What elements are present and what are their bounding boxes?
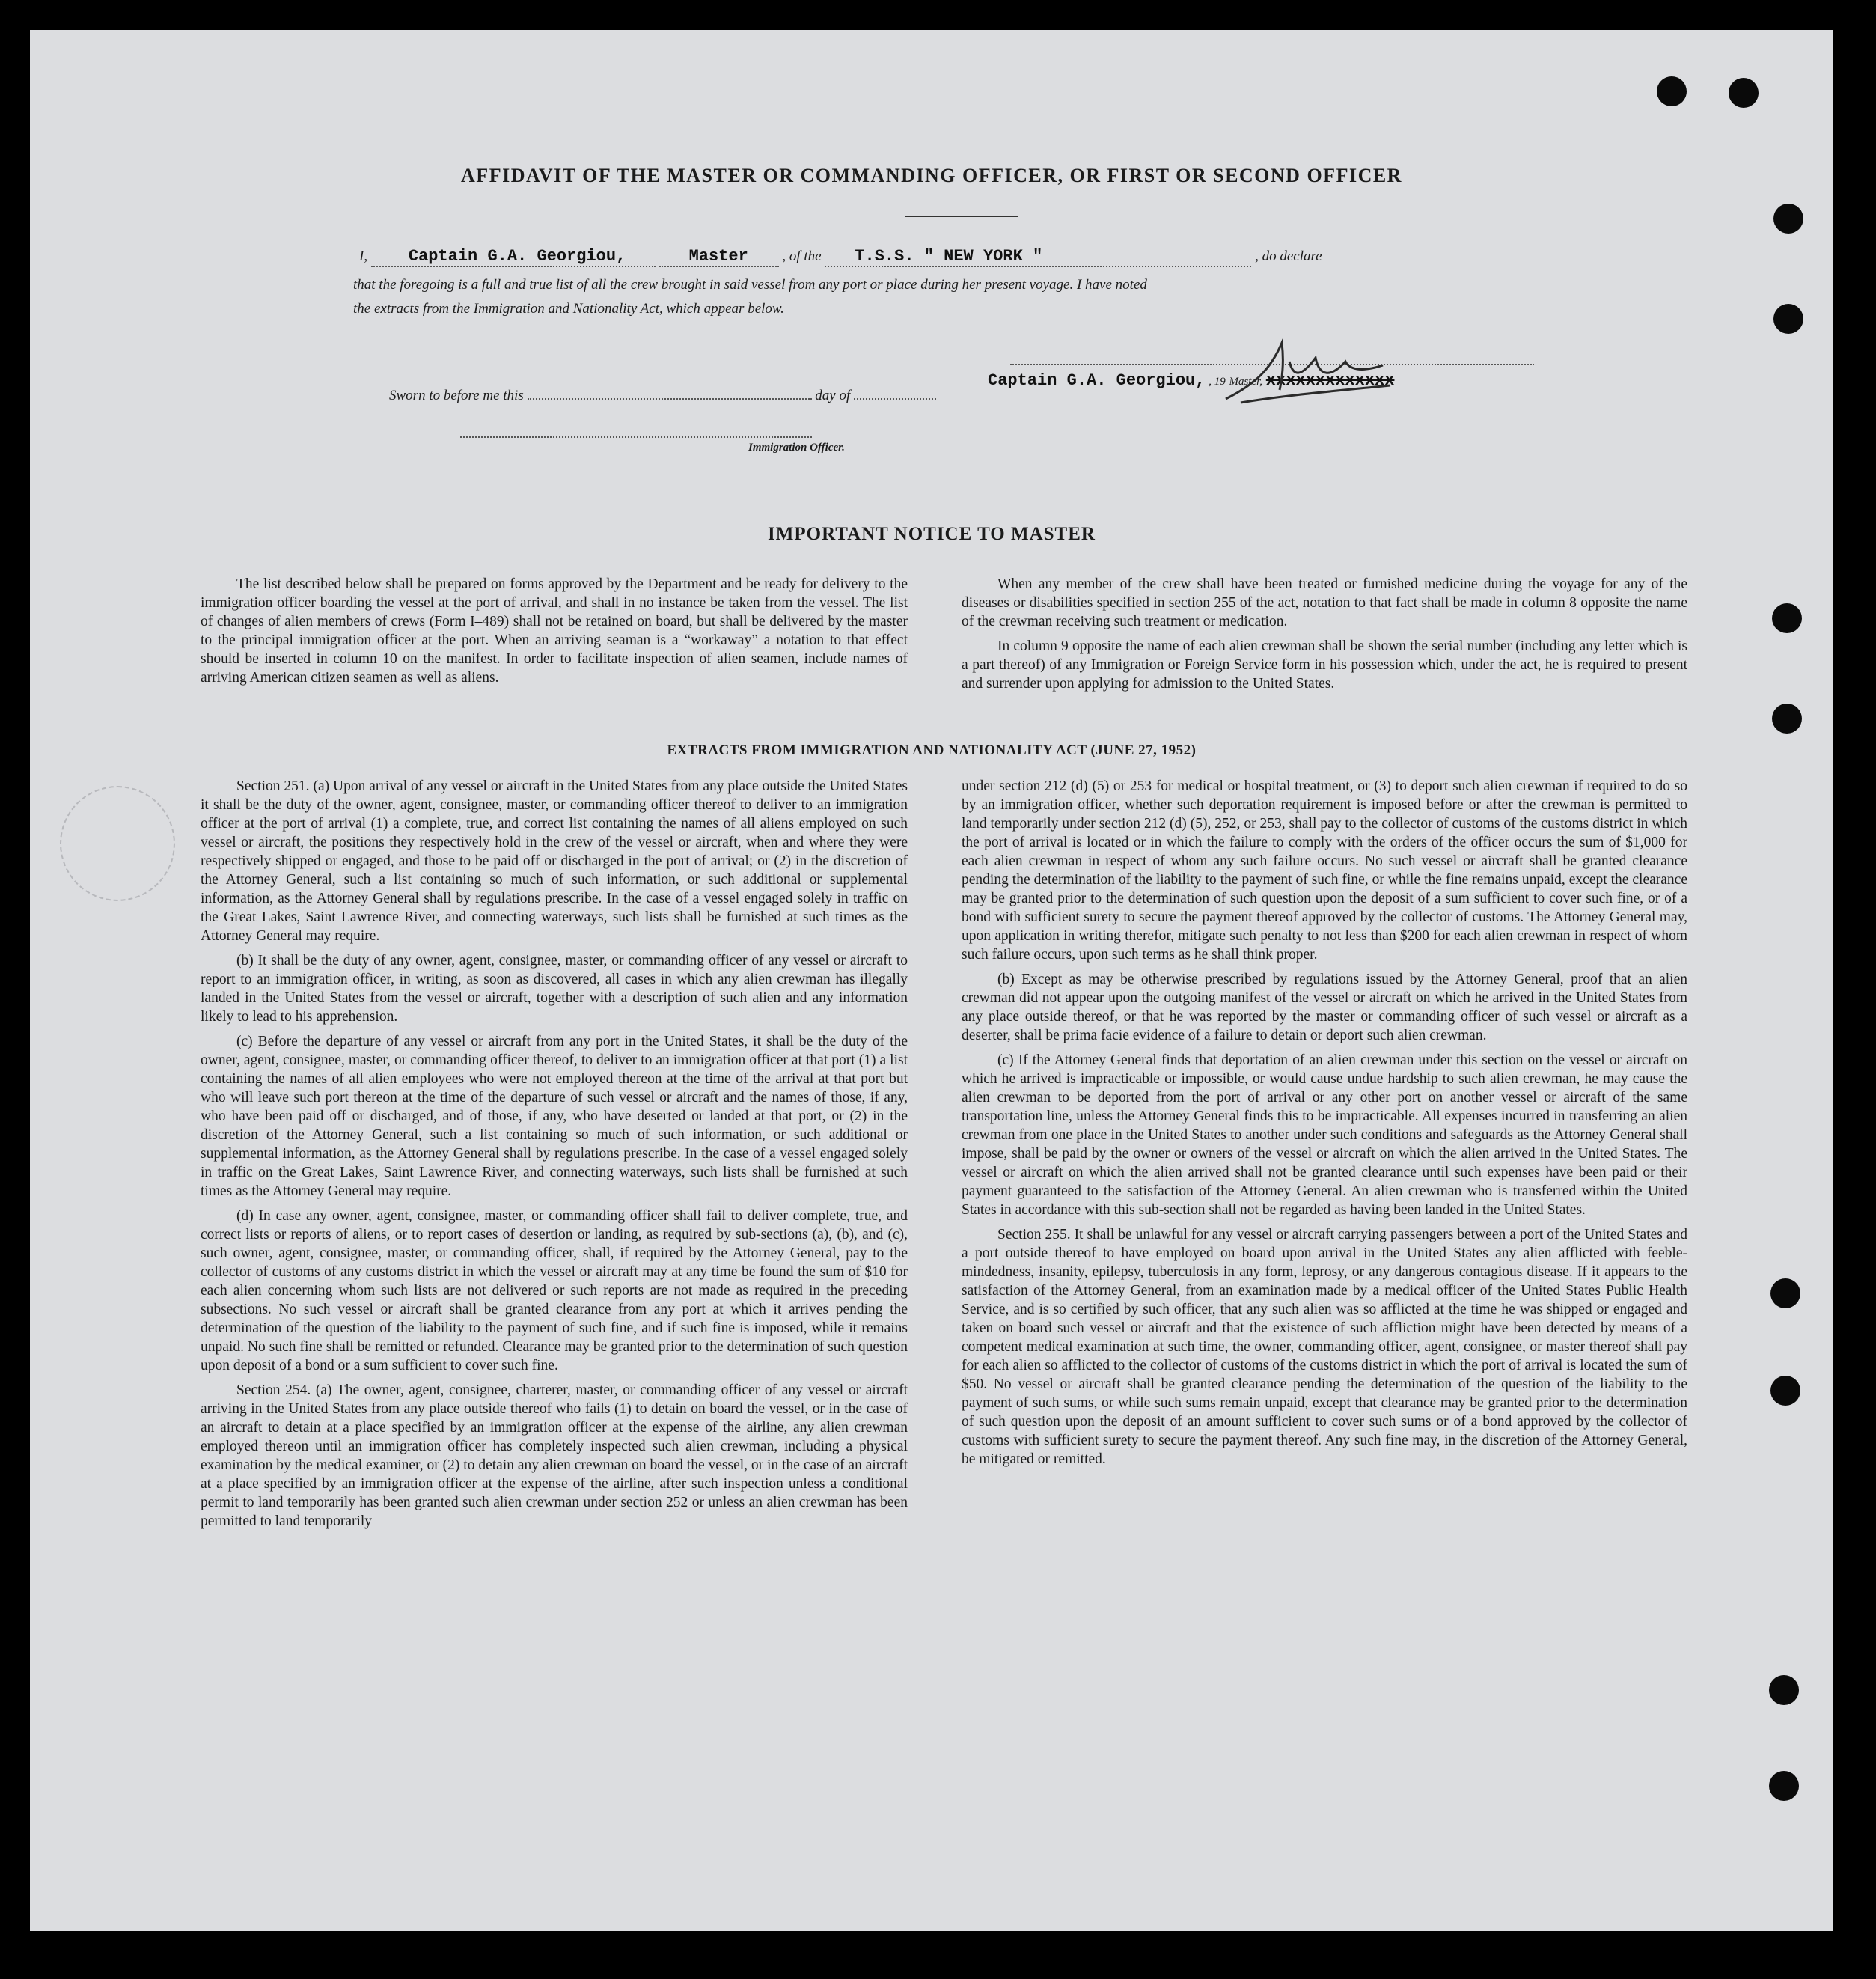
extracts-right-column [962, 777, 1687, 1475]
extract-paragraph: Section 255. It shall be unlawful for any vessel or aircraft carrying passengers between a port of the United States and a port outside thereof to have employed on board upon arrival in the United States any alien afflicted with feeble-mindedness, insanity, epilepsy, tuberculosis in any form, leprosy, or any dangerous contagious disease. If it appears to the satisfaction of the Attorney General, from an examination made by a medical officer of the United States Public Health Service, and is so certified by such officer, that any such alien was so afflicted at the time he was shipped or engaged and taken on board such vessel or aircraft and that the existence of such affliction might have been detected by means of a competent medical examination at such time, the owner, commanding officer, agent, consignee, or master thereof shall pay for each alien so afflicted to the collector of customs of the customs district in which the port of arrival is located the sum of $50. No vessel or aircraft shall be granted clearance pending the determination of the question of the liability to the payment of such sums, or while such sums remain unpaid, except that clearance may be granted prior to the determination of such question upon the deposit of an amount sufficient to cover such sums or of a bond approved by the collector of customs with sufficient surety to secure the payment thereof. Any such fine may, in the discretion of the Attorney General, be mitigated or remitted. [962, 1227, 1687, 1467]
notice-title: IMPORTANT NOTICE TO MASTER [768, 524, 1096, 544]
punch-hole [1769, 1771, 1799, 1801]
master-label: Master, [1229, 376, 1263, 388]
month-field [854, 398, 936, 400]
extract-paragraph: (c) Before the departure of any vessel or aircraft from any port in the United States, it shall be the duty of the owner, agent, consignee, master, or commanding officer thereof, to deliver to an immigration officer at that port (1) a list containing the names of all alien employees who were not employed thereon at the time of the arrival at that port but who will leave such port thereon at the time of the departure of such vessel or aircraft and the names of those, if any, who have been paid off or discharged, and of those, if any, who have deserted or landed at that port, or (2) in the discretion of the Attorney General, such a list containing so much of such information, or such additional or supplemental information, as the Attorney General shall by regulations prescribe. In the case of a vessel engaged solely in traffic on the Great Lakes, Saint Lawrence River, and connecting waterways, such lists shall be furnished at such times as the Attorney General may require. [201, 1034, 908, 1199]
sworn-date-field [528, 398, 812, 400]
punch-hole [1770, 1376, 1800, 1406]
do-declare-label: , do declare [1255, 248, 1322, 264]
notice-left-column [201, 575, 908, 693]
document-page [30, 30, 1833, 1931]
day-of-label: day of [815, 388, 851, 403]
punch-hole [1657, 76, 1687, 106]
sworn-label: Sworn to before me this [389, 388, 524, 403]
extract-paragraph: (d) In case any owner, agent, consignee, master, or commanding officer shall fail to deliver complete, true, and correct lists or reports of aliens, or to report cases of desertion or landing, as required by sub-sections (a), (b), and (c), such owner, agent, consignee, master, or commanding officer, shall, if required by the Attorney General, pay to the collector of customs of any customs district in which the vessel or aircraft may at any time be found the sum of $10 for each alien concerning whom such lists are not delivered or such reports are not made as required in the preceding subsections. No such vessel or aircraft shall be granted clearance from any port at which it arrives pending the determination of the question of the liability to the payment of such fine, and if such fine is imposed, while it remains unpaid. No such fine shall be remitted or refunded. Clearance may be granted prior to the determination of such question upon deposit of a bond or a sum sufficient to cover such fine. [201, 1208, 908, 1373]
i-label: I, [359, 248, 368, 264]
struck-text: xxxxxxxxxxxxx [1265, 371, 1395, 390]
punch-hole [1729, 78, 1759, 108]
of-the-label: , of the [782, 248, 822, 264]
declaration-line [359, 247, 1322, 267]
faded-stamp [60, 786, 175, 901]
extracts-left-column [201, 777, 908, 1537]
notice-paragraph: In column 9 opposite the name of each alien crewman shall be shown the serial number (including any letter which is a part thereof) of any Immigration or Foreign Service form in his possession which, under the act, he is required to present and surrender upon applying for admission to the United States. [962, 638, 1687, 692]
extract-paragraph: (b) It shall be the duty of any owner, agent, consignee, master, or commanding officer of any vessel or aircraft to report to an immigration officer, in writing, as soon as discovered, all cases in which any alien crewman has illegally landed in the United States from the vessel or aircraft, together with a description of such alien and any information likely to lead to his apprehension. [201, 953, 908, 1025]
signer-typed-name: Captain G.A. Georgiou, [988, 371, 1206, 390]
immigration-officer-label: Immigration Officer. [748, 442, 845, 454]
title-underline [905, 216, 1018, 217]
notice-paragraph: When any member of the crew shall have been treated or furnished medicine during the voyage for any of the diseases or disabilities specified in section 255 of the act, notation to that fact shall be made in column 8 opposite the name of the crewman receiving such treatment or medication. [962, 576, 1687, 629]
sworn-line [389, 388, 936, 404]
extract-paragraph: under section 212 (d) (5) or 253 for medical or hospital treatment, or (3) to deport such alien crewman if required to do so by an immigration officer, whether such deportation requirement is imposed before or after the crewman is permitted to land temporarily under section 212 (d) (5), 252, or 253, shall pay to the collector of customs of the customs district in which the port of arrival is located or in which the failure to comply with the orders of the officer occurs the sum of $1,000 for each alien crewman in respect of whom any such failure occurs. No such vessel or aircraft shall be granted clearance pending the determination of the liability to the payment of such fine, or while the fine remains unpaid, except the clearance may be granted prior to the determination of such question upon the deposit of a sum sufficient to cover such fine, or of a bond with sufficient surety to secure the payment thereof approved by the collector of customs. The Attorney General may, upon application in writing therefor, mitigate such penalty to not less than $200 for each alien crewman in respect of whom such failure occurs, upon such terms as he shall think proper. [962, 778, 1687, 963]
declaration-body-2: the extracts from the Immigration and Nationality Act, which appear below. [353, 301, 784, 317]
notice-paragraph: The list described below shall be prepared on forms approved by the Department and be ready for delivery to the immigration officer boarding the vessel at the port of arrival, and shall in no instance be taken from the vessel. The list of changes of alien members of crews (Form I–489) shall not be retained on board, but shall be delivered by the master to the principal immigration officer at the port. When an arriving seaman is a “workaway” a notation to that effect should be inserted in column 10 on the manifest. In order to facilitate inspection of alien seamen, include names of arriving American citizen seamen as well as aliens. [201, 576, 908, 686]
master-name-field: Captain G.A. Georgiou, [371, 247, 656, 267]
handwritten-signature [1211, 332, 1405, 414]
immigration-officer-rule [460, 436, 812, 438]
punch-hole [1769, 1675, 1799, 1705]
punch-hole [1773, 204, 1803, 234]
affidavit-title: AFFIDAVIT OF THE MASTER OR COMMANDING OFFICER, OR FIRST OR SECOND OFFICER [461, 165, 1402, 186]
notice-right-column [962, 575, 1687, 699]
extract-paragraph: Section 254. (a) The owner, agent, consignee, charterer, master, or commanding officer of any vessel or aircraft arriving in the United States from any place outside thereof who fails (1) to detain on board the vessel, or in the case of an aircraft to detain at a place specified by an immigration officer at the expense of the airline, any alien crewman employed thereon until an immigration officer has completely inspected such alien crewman, including a physical examination by the medical examiner, or (2) to detain any alien crewman on board the vessel, or in the case of an aircraft at a place specified by an immigration officer at the expense of the airline, after such inspection unless a conditional permit to land temporarily has been granted such alien crewman under section 252 or unless an alien crewman has been permitted to land temporarily [201, 1382, 908, 1529]
year-prefix: , 19 [1209, 376, 1226, 388]
vessel-field: T.S.S. " NEW YORK " [825, 247, 1251, 267]
rank-field: Master [659, 247, 779, 267]
extract-paragraph: (c) If the Attorney General finds that deportation of an alien crewman under this section on the vessel or aircraft on which he arrived is impracticable or impossible, or would cause undue hardship to such alien crewman, he may cause the alien crewman to be deported from the port of arrival or any other port on another vessel or aircraft of the same transportation line, unless the Attorney General finds this to be impracticable. All expenses incurred in transferring an alien crewman from one place in the United States to another under such conditions and safeguards as the Attorney General shall impose, shall be paid by the owner or owners of the vessel or aircraft on which the alien arrived in the United States. The vessel or aircraft on which the alien arrived shall not be granted clearance until such expenses have been paid or their payment guaranteed to the satisfaction of the Attorney General. An alien crewman who is transferred within the United States in accordance with this sub-section shall not be regarded as having been landed in the United States. [962, 1052, 1687, 1218]
punch-hole [1770, 1278, 1800, 1308]
punch-hole [1772, 603, 1802, 633]
declaration-body-1: that the foregoing is a full and true list of all the crew brought in said vessel from any port or place during her present voyage. I have noted [353, 277, 1147, 293]
punch-hole [1773, 304, 1803, 334]
extract-paragraph: (b) Except as may be otherwise prescribed by regulations issued by the Attorney General, proof that an alien crewman did not appear upon the outgoing manifest of the vessel or aircraft on which he arrived in the United States from any place outside thereof, or that he was reported by the master or commanding officer of such vessel or aircraft as a deserter, shall be prima facie evidence of a failure to detain or deport such alien crewman. [962, 972, 1687, 1043]
punch-hole [1772, 704, 1802, 734]
extracts-title: EXTRACTS FROM IMMIGRATION AND NATIONALITY ACT (JUNE 27, 1952) [667, 742, 1197, 758]
extract-paragraph: Section 251. (a) Upon arrival of any vessel or aircraft in the United States from any place outside the United States it shall be the duty of the owner, agent, consignee, master, or commanding officer thereof to deliver to an immigration officer at the port of arrival (1) a complete, true, and correct list containing the names of all aliens employed on such vessel or aircraft, the positions they respectively hold in the crew of the vessel or aircraft, when and where they were respectively shipped or engaged, and those to be paid off or discharged in the port of arrival; or (2) in the discretion of the Attorney General, such a list containing so much of such information, or such additional or supplemental information, as the Attorney General shall by regulations prescribe. In the case of a vessel engaged solely in traffic on the Great Lakes, Saint Lawrence River, and connecting waterways, such lists shall be furnished at such times as the Attorney General may require. [201, 778, 908, 944]
